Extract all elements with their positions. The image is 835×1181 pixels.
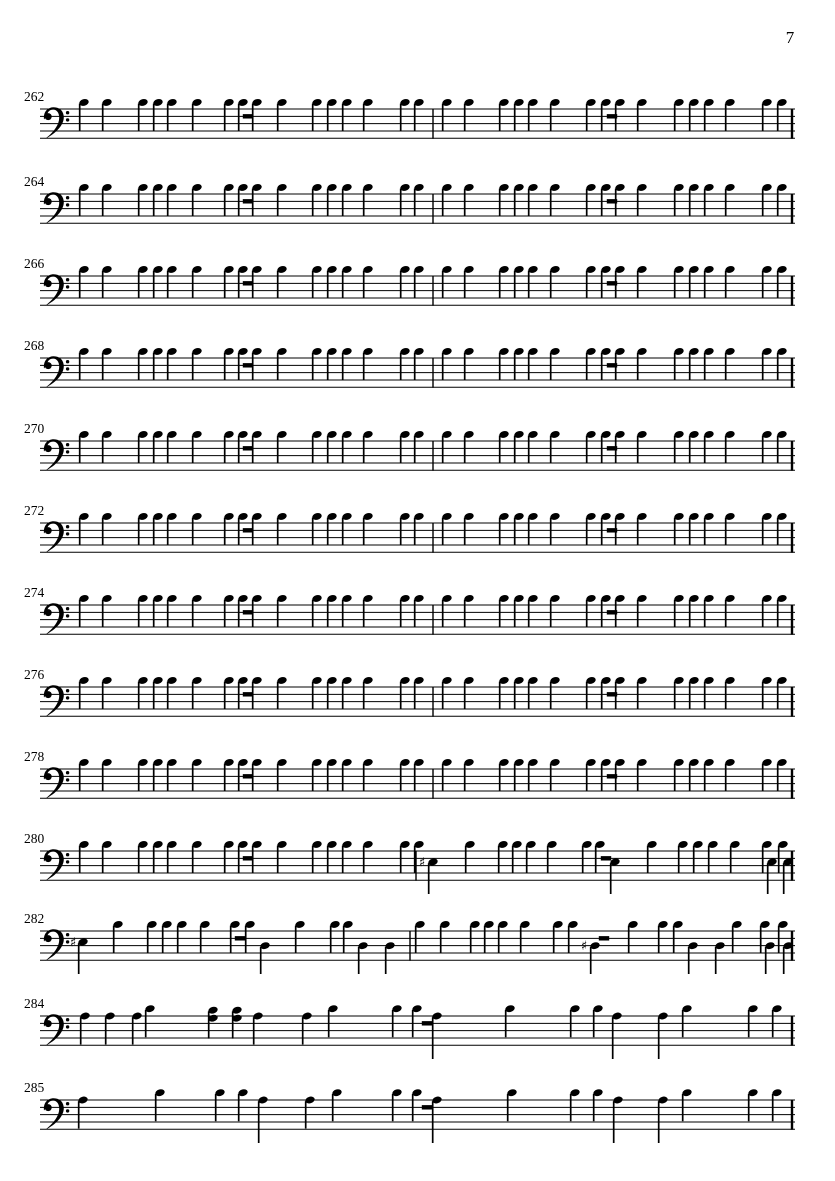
measure-number: 266: [24, 256, 45, 271]
bass-clef-icon: [66, 940, 69, 943]
half-rest: [243, 692, 253, 696]
bass-clef-icon: [44, 849, 64, 881]
staff-system-282: [24, 911, 795, 974]
bass-clef-icon: [66, 689, 69, 692]
half-rest: [599, 936, 609, 940]
bass-clef-icon: [66, 111, 69, 114]
bass-clef-icon: [66, 696, 69, 699]
half-rest: [243, 446, 253, 450]
bass-clef-icon: [66, 771, 69, 774]
measure-number: 274: [24, 585, 45, 600]
staff-system-278: [24, 749, 795, 799]
measure-number: 284: [24, 996, 45, 1011]
bass-clef-icon: [45, 1104, 52, 1111]
bass-clef-icon: [44, 767, 64, 799]
bass-clef-icon: [44, 274, 64, 306]
half-rest: [235, 936, 245, 940]
bass-clef-icon: [44, 603, 64, 635]
staff-system-276: [24, 667, 795, 717]
bass-clef-icon: [66, 450, 69, 453]
bass-clef-icon: [45, 280, 52, 287]
half-rest: [243, 528, 253, 532]
bass-clef-icon: [66, 360, 69, 363]
sharp-accidental: ♯: [418, 855, 426, 871]
bass-clef-icon: [66, 860, 69, 863]
bass-clef-icon: [44, 107, 64, 139]
staff-system-285: [24, 1080, 795, 1143]
bass-clef-icon: [45, 113, 52, 120]
half-rest: [243, 281, 253, 285]
bass-clef-icon: [44, 521, 64, 553]
measure-number: 264: [24, 174, 45, 189]
half-rest: [422, 1105, 432, 1109]
bass-clef-icon: [45, 855, 52, 862]
bass-clef-icon: [66, 118, 69, 121]
measure-number: 285: [24, 1080, 45, 1095]
half-rest: [601, 856, 611, 860]
half-rest: [243, 199, 253, 203]
half-rest: [243, 774, 253, 778]
half-rest: [243, 856, 253, 860]
measure-number: 262: [24, 89, 45, 104]
bass-clef-icon: [44, 929, 64, 961]
bass-clef-icon: [66, 285, 69, 288]
bass-clef-icon: [66, 614, 69, 617]
measure-number: 278: [24, 749, 45, 764]
bass-clef-icon: [44, 192, 64, 224]
half-rest: [243, 114, 253, 118]
bass-clef-icon: [66, 778, 69, 781]
bass-clef-icon: [66, 525, 69, 528]
bass-clef-icon: [66, 1025, 69, 1028]
staff-system-274: [24, 585, 795, 635]
staff-system-264: [24, 174, 795, 224]
bass-clef-icon: [45, 691, 52, 698]
half-rest: [243, 610, 253, 614]
bass-clef-icon: [66, 532, 69, 535]
bass-clef-icon: [66, 443, 69, 446]
staff-system-268: [24, 338, 795, 388]
bass-clef-icon: [66, 853, 69, 856]
page-number: 7: [785, 28, 795, 47]
bass-clef-icon: [66, 278, 69, 281]
bass-clef-icon: [45, 773, 52, 780]
bass-clef-icon: [45, 1020, 52, 1027]
bass-clef-icon: [44, 439, 64, 471]
bass-clef-icon: [66, 1102, 69, 1105]
staff-system-280: [24, 831, 795, 894]
sharp-accidental: ♯: [69, 935, 77, 951]
bass-clef-icon: [44, 356, 64, 388]
staff-system-266: [24, 256, 795, 306]
bass-clef-icon: [66, 203, 69, 206]
measure-number: 282: [24, 911, 45, 926]
bass-clef-icon: [44, 685, 64, 717]
staff-system-262: [24, 89, 795, 139]
sharp-accidental: ♯: [580, 939, 588, 955]
bass-clef-icon: [66, 196, 69, 199]
bass-clef-icon: [44, 1014, 64, 1046]
bass-clef-icon: [45, 445, 52, 452]
measure-number: 268: [24, 338, 45, 353]
half-rest: [422, 1021, 432, 1025]
bass-clef-icon: [66, 367, 69, 370]
bass-clef-icon: [45, 609, 52, 616]
bass-clef-icon: [45, 198, 52, 205]
bass-clef-icon: [66, 1109, 69, 1112]
measure-number: 276: [24, 667, 45, 682]
bass-clef-icon: [66, 1018, 69, 1021]
half-rest: [243, 363, 253, 367]
measure-number: 280: [24, 831, 45, 846]
measure-number: 270: [24, 421, 45, 436]
bass-clef-icon: [45, 935, 52, 942]
bass-clef-icon: [66, 607, 69, 610]
bass-clef-icon: [66, 933, 69, 936]
bass-clef-icon: [45, 362, 52, 369]
staff-system-270: [24, 421, 795, 471]
bass-clef-icon: [44, 1098, 64, 1130]
bass-clef-icon: [45, 527, 52, 534]
measure-number: 272: [24, 503, 45, 518]
staff-system-272: [24, 503, 795, 553]
staff-system-284: [24, 996, 795, 1059]
